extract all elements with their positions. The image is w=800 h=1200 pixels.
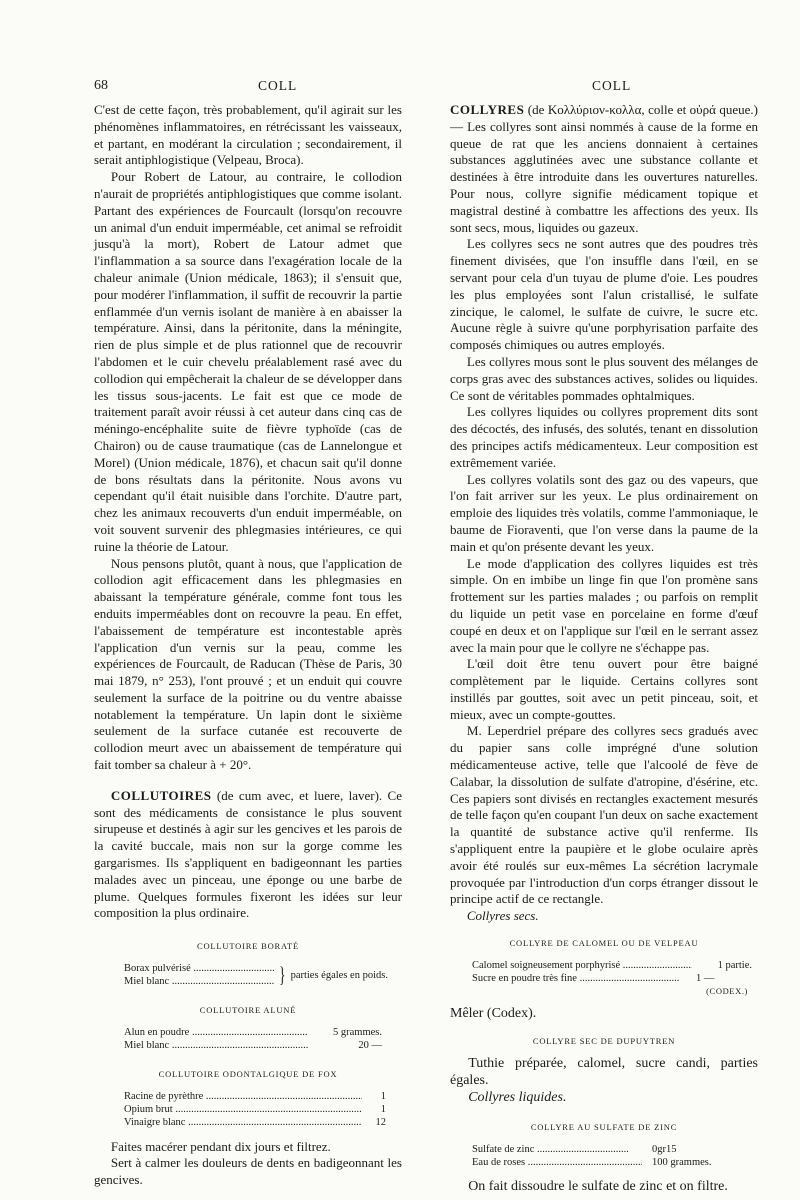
paragraph: Les collyres liquides ou collyres proprement dits sont des décoctés, des infusés, des solutés, tenant en dissolution des principes actifs médicamenteux. Leur composition est extrêmement variée. — [450, 404, 758, 470]
recipe-quantity: 5 grammes. — [333, 1026, 382, 1038]
recipe-ingredient: Sulfate de zinc ..... — [472, 1143, 628, 1156]
recipe-source: (CODEX.) — [706, 985, 748, 996]
recipe-table — [94, 962, 402, 988]
recipe-title: COLLUTOIRE BORATÉ — [197, 941, 299, 952]
brace-icon: } — [279, 962, 286, 988]
entry-text: (de Κολλύριον-κολλα, colle et οὐρά queue.) — Les collyres sont ainsi nommés à cause de la forme en queue de rat que les anciens donnaient à certaines substances agglutinées avec une substance collante et destinées à être introduite dans les ouvertures naturelles. Pour nous, collyre signifie médicament topique et magistral destiné à combattre les affections des yeux. Ils sont secs, mous, liquides ou gazeux. — [450, 102, 758, 235]
paragraph: Les collyres secs ne sont autres que des poudres très finement divisées, que l'on insuffle dans l'œil, en se servant pour cela d'un tuyau de plume d'oie. Les poudres les plus employées sont l'alun cristallisé, le sulfate zincique, le calomel, le sulfate de cuivre, le sucre etc. Aucune règle à suivre qu'une porphyrisation parfaite des composés chimiques ou autres employés. — [450, 236, 758, 353]
entry-collutoires — [94, 788, 402, 922]
paragraph: Le mode d'application des collyres liquides est très simple. On en imbibe un linge fin que l'on promène sans frottement sur les parties malades ; ou parfois on remplit du liquide un petit vase en porcelaine en forme d'œuf coupé en deux et on l'applique sur l'œil en le serrant assez avec la main pour que le collyre ne s'échappe pas. — [450, 555, 758, 655]
paragraph: M. Leperdriel prépare des collyres secs gradués avec du papier sans colle imprégné d'une solution médicamenteuse active, telle que l'alcoolé de fève de Calabar, la dissolution de sulfate d'atropine, d'ésérine, etc. Ces papiers sont divisés en rectangles exactement mesurés de telle façon qu'en coupant l'un deux on sache exactement la quantité de substance active qu'il renferme. Ils s'appliquent entre la paupière et le globe oculaire après avoir été roulés sur eux-mêmes La sécrétion lacrymale provoquée par l'introduction d'un corps étranger dissout le principe actif de ce rectangle. — [450, 723, 758, 907]
entry-term: COLLYRES — [450, 102, 525, 117]
paragraph: Mêler (Codex). — [450, 1005, 537, 1021]
recipe-row — [472, 959, 752, 972]
recipe-row — [124, 1039, 382, 1052]
recipe-title: COLLUTOIRE ODONTALGIQUE DE FOX — [158, 1068, 338, 1079]
paragraph: C'est de cette façon, très probablement, qu'il agirait sur les phénomènes inflammatoires, en rétrécissant les vaisseaux, et partant, en modérant la circulation ; secondairement, il serait antiphlogistique (Velpeau, Broca). — [94, 102, 402, 168]
subheading: Collyres secs. — [466, 908, 539, 924]
page-number: 68 — [94, 78, 108, 93]
recipe-quantity: 20 — — [358, 1039, 382, 1051]
left-column — [94, 102, 402, 1189]
entry-text: (de cum avec, et luere, laver). Ce sont des médicaments de consistance le plus souvent sirupeuse et destinés à agir sur les gencives et les parois de la cavité buccale, mais non sur la gorge comme les gargarismes. Ils s'appliquent en badigeonnant les parties malades avec un pinceau, une éponge ou une barbe de plume. Quelques formules fixeront les idées sur leur composition la plus ordinaire. — [94, 787, 402, 921]
recipe-title: COLLUTOIRE ALUNÉ — [199, 1005, 297, 1016]
recipe-ingredient: Calomel soigneusement porphyrisé ..... — [472, 959, 692, 972]
recipe-row — [124, 1103, 386, 1116]
paragraph: Faites macérer pendant dix jours et filtrez. — [110, 1138, 331, 1154]
recipe-ingredient: Sucre en poudre très fine ..... — [472, 972, 680, 985]
paragraph: Pour Robert de Latour, au contraire, le collodion n'aurait de propriétés antiphlogistiques que comme isolant. Partant des expériences de Fourcault (lorsqu'on recouvre un animal d'un enduit imperméable, cet animal se refroidit jusqu'à la mort), Robert de Latour admet que l'inflammation a sa source dans l'exagération locale de la chaleur animale (Union médicale, 1863); il s'ensuit que, pour modérer l'inflammation, il suffit de recouvrir la partie enflammée d'un vernis isolant de manière à en abaisser la température. Ainsi, dans la péritonite, dans la méningite, rien de plus simple et de plus rationnel que de recouvrir l'abdomen et le cuir chevelu préalablement rasé avec du collodion qui empêcherait la chaleur de se développer dans les tissus sous-jacents. Le fait est que ce mode de traitement paraît avoir réussi à cet auteur dans cinq cas de méningo-encéphalite suite de fièvre typhoïde (cas de Chairon) ou de cause traumatique (cas de Lannelongue et Morel) (Union médicale, 1876), et chacun sait qu'il donne de bons résultats dans la péritonite. Nous avons vu cependant qu'il était nuisible dans l'orchite. D'autre part, chez les animaux recouverts d'un enduit imperméable, on voit souvent survenir des phlegmasies intérieures, ce qui ruine la théorie de Latour. — [94, 169, 402, 554]
recipe-table — [94, 1026, 402, 1052]
recipe-quantity: 12 — [375, 1116, 386, 1128]
recipe-quantity: 1 — [380, 1103, 386, 1115]
recipe-quantity: 1 — — [696, 972, 715, 984]
recipe-title: COLLYRE AU SULFATE DE ZINC — [530, 1121, 678, 1132]
paragraph: Nous pensons plutôt, quant à nous, que l'application de collodion agit efficacement dans les phlegmasies en abaissant la température générale, comme font tous les enduits imperméables dont on recouvre la peau. En effet, l'abaissement de température est incontestable après l'application d'un vernis sur la peau, comme les expériences de Fourcault, de Raducan (Thèse de Paris, 30 mai 1879, n° 253), l'ont prouvé ; et un enduit qui couvre seulement la surface de la poitrine ou du ventre abaisse notablement la température. Un lapin dont le sixième seulement de la surface cutanée est recouverte de collodion meurt avec un abaissement de température qui fait tomber sa chaleur à + 20°. — [94, 555, 402, 773]
recipe-table — [450, 1143, 758, 1169]
recipe-quantity: 1 — [380, 1090, 386, 1102]
recipe-ingredient: Miel blanc ..... — [124, 1039, 308, 1052]
recipe-title: COLLYRE DE CALOMEL OU DE VELPEAU — [509, 938, 699, 949]
paragraph: Les collyres mous sont le plus souvent des mélanges de corps gras avec des substances actives, solides ou liquides. Ce sont de véritables pommades ophtalmiques. — [450, 353, 758, 403]
recipe-ingredient: Vinaigre blanc ..... — [124, 1116, 362, 1129]
recipe-ingredient: Miel blanc ..... — [124, 975, 274, 988]
recipe-table — [94, 1090, 402, 1129]
running-head-right: COLL — [592, 78, 632, 93]
entry-collyres — [450, 102, 758, 236]
recipe-ingredient: Alun en poudre ..... — [124, 1026, 308, 1039]
recipe-ingredient: Racine de pyrèthre ..... — [124, 1090, 362, 1103]
recipe-brace-group — [124, 962, 402, 988]
recipe-quantity: 100 grammes. — [652, 1156, 712, 1168]
recipe-quantity: 0gr15 — [652, 1143, 677, 1155]
recipe-quantity: 1 partie. — [717, 959, 752, 971]
right-column — [450, 102, 758, 1195]
recipe-ingredient: Eau de roses ..... — [472, 1156, 642, 1169]
entry-term: COLLUTOIRES — [110, 787, 212, 803]
recipe-quantity: parties égales en poids. — [290, 969, 388, 981]
subheading: Collyres liquides. — [468, 1090, 567, 1106]
recipe-row — [124, 1090, 386, 1103]
running-head-left: COLL — [258, 78, 298, 93]
paragraph: Tuthie préparée, calomel, sucre candi, parties égales. — [450, 1056, 758, 1089]
recipe-row — [472, 1156, 752, 1169]
recipe-row — [124, 1116, 386, 1129]
recipe-table — [450, 959, 758, 998]
recipe-row — [472, 972, 752, 985]
recipe-title: COLLYRE SEC DE DUPUYTREN — [532, 1035, 676, 1046]
paragraph: Les collyres volatils sont des gaz ou des vapeurs, que l'on fait arriver sur les yeux. Le plus ordinairement on emploie des liquides très volatils, comme l'ammoniaque, le baume de Fioraventi, que l'on verse dans la paume de la main et qu'on présente devant les yeux. — [450, 471, 758, 554]
paragraph: Sert à calmer les douleurs de dents en badigeonnant les gencives. — [94, 1155, 402, 1188]
recipe-ingredient: Opium brut ..... — [124, 1103, 362, 1116]
paragraph: On fait dissoudre le sulfate de zinc et on filtre. — [468, 1178, 728, 1194]
recipe-row — [124, 1026, 382, 1039]
recipe-ingredient: Borax pulvérisé ..... — [124, 962, 274, 975]
paragraph: L'œil doit être tenu ouvert pour être baigné complètement par le liquide. Certains collyres sont instillés par gouttes, soit avec un petit pinceau, soit, et mieux, avec un compte-gouttes. — [450, 656, 758, 722]
recipe-row — [472, 1143, 752, 1156]
